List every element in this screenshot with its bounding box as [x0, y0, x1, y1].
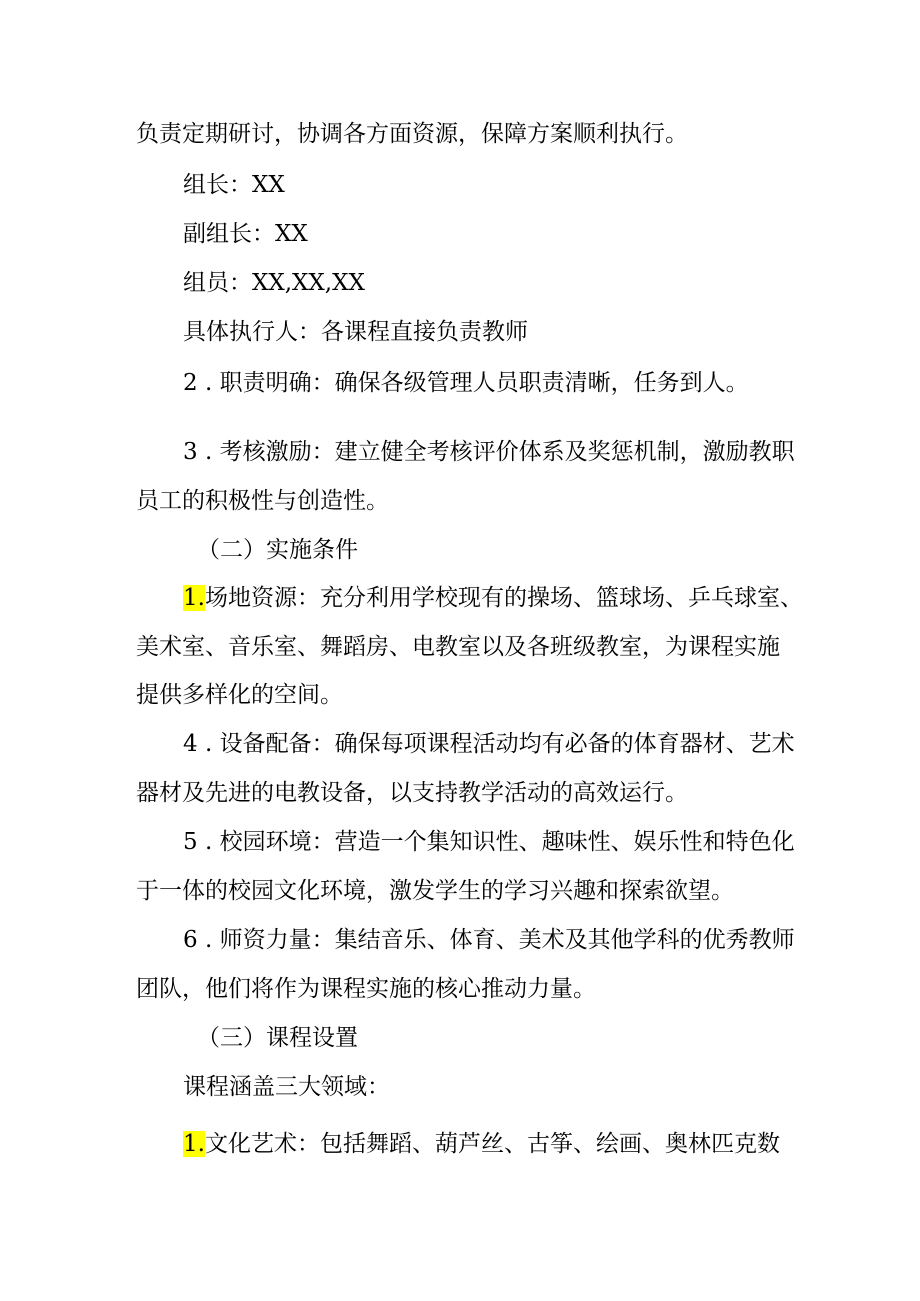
course1-text: 文化艺术：包括舞蹈、葫芦丝、古筝、绘画、奥林匹克数 [204, 1131, 780, 1157]
cond5-line2: 于一体的校园文化环境，激发学生的学习兴趣和探索欲望。 [136, 878, 734, 904]
section3-title: （三）课程设置 [197, 1025, 358, 1051]
executor-line: 具体执行人：各课程直接负责教师 [183, 319, 528, 345]
cond1-line3: 提供多样化的空间。 [136, 682, 343, 708]
cond1-line1 [183, 583, 803, 613]
members-line: 组员：XX,XX,XX [183, 270, 365, 296]
cond5-line1: 5 . 校园环境：营造一个集知识性、趣味性、娱乐性和特色化 [183, 829, 795, 855]
cond1-text: 场地资源：充分利用学校现有的操场、篮球场、乒乓球室、 [204, 585, 803, 611]
course1-number-highlight: 1. [183, 1131, 205, 1157]
item2-line: 2 . 职责明确：确保各级管理人员职责清晰，任务到人。 [183, 370, 749, 396]
cond1-number-highlight: 1. [183, 585, 205, 611]
course-intro: 课程涵盖三大领域： [183, 1074, 390, 1100]
cond1-line2: 美术室、音乐室、舞蹈房、电教室以及各班级教室，为课程实施 [136, 634, 780, 660]
cond4-line1: 4 . 设备配备：确保每项课程活动均有必备的体育器材、艺术 [183, 731, 795, 757]
cond6-line1: 6 . 师资力量：集结音乐、体育、美术及其他学科的优秀教师 [183, 927, 795, 953]
leader-line: 组长：XX [183, 172, 285, 198]
item3-line1: 3 . 考核激励：建立健全考核评价体系及奖惩机制，激励教职 [183, 439, 795, 465]
deputy-leader-line: 副组长：XX [183, 221, 308, 247]
cond4-line2: 器材及先进的电教设备，以支持教学活动的高效运行。 [136, 780, 688, 806]
course1-line1 [183, 1129, 780, 1159]
item3-line2: 员工的积极性与创造性。 [136, 488, 389, 514]
section2-title: （二）实施条件 [197, 537, 358, 563]
cond6-line2: 团队，他们将作为课程实施的核心推动力量。 [136, 976, 596, 1002]
intro-line: 负责定期研讨，协调各方面资源，保障方案顺利执行。 [136, 121, 688, 147]
